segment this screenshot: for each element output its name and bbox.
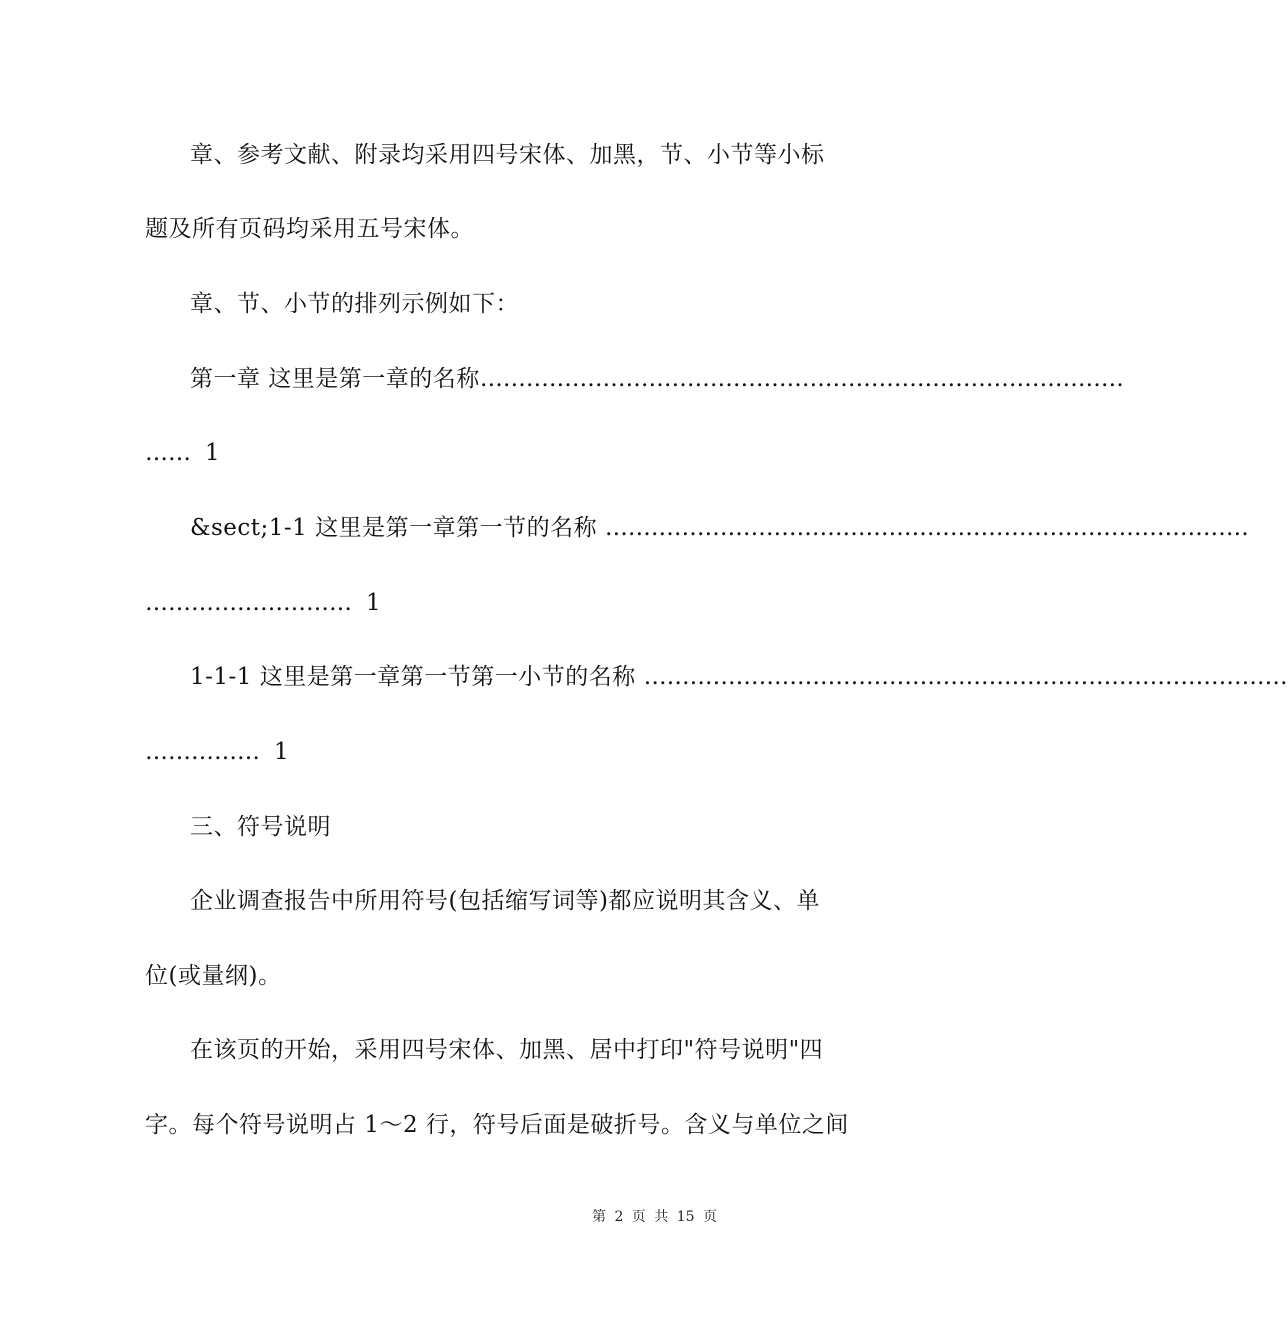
toc-leader-dots: ………………………………………………………………………… — [643, 664, 1288, 690]
paragraph-line: 位(或量纲)。 — [145, 963, 282, 989]
toc-leader-dots: ……………………… — [145, 590, 352, 616]
toc-subsection-continuation — [145, 737, 810, 767]
toc-section-entry — [190, 513, 1249, 543]
toc-page-number: 1 — [366, 590, 382, 616]
paragraph-line: 章、节、小节的排列示例如下： — [190, 291, 519, 317]
section-heading: 三、符号说明 — [190, 814, 331, 840]
toc-leader-dots: …………… — [145, 739, 260, 765]
toc-section-continuation — [145, 588, 810, 618]
toc-page-number: 1 — [205, 440, 221, 466]
toc-subsection-title: 1-1-1 这里是第一章第一节第一小节的名称 — [190, 664, 644, 690]
paragraph-line: 企业调查报告中所用符号(包括缩写词等)都应说明其含义、单 — [190, 888, 820, 914]
toc-leader-dots: ………………………………………………………………………… — [479, 366, 1124, 392]
toc-leader-dots: ………………………………………………………………………… — [604, 515, 1249, 541]
toc-chapter-continuation — [145, 438, 810, 468]
page-footer: 第 2 页 共 15 页 — [592, 1209, 717, 1225]
paragraph-line: 字。每个符号说明占 1～2 行，符号后面是破折号。含义与单位之间 — [145, 1112, 849, 1138]
toc-chapter-entry — [190, 364, 1124, 394]
paragraph-line: 题及所有页码均采用五号宋体。 — [145, 216, 474, 242]
toc-section-title: &sect;1-1 这里是第一章第一节的名称 — [190, 515, 605, 541]
toc-subsection-entry — [190, 662, 1288, 692]
paragraph-line: 在该页的开始，采用四号宋体、加黑、居中打印"符号说明"四 — [190, 1037, 824, 1063]
toc-chapter-title: 第一章 这里是第一章的名称 — [190, 366, 480, 392]
toc-page-number: 1 — [274, 739, 290, 765]
toc-leader-dots: …… — [145, 440, 191, 466]
paragraph-line: 章、参考文献、附录均采用四号宋体、加黑，节、小节等小标 — [190, 142, 825, 168]
